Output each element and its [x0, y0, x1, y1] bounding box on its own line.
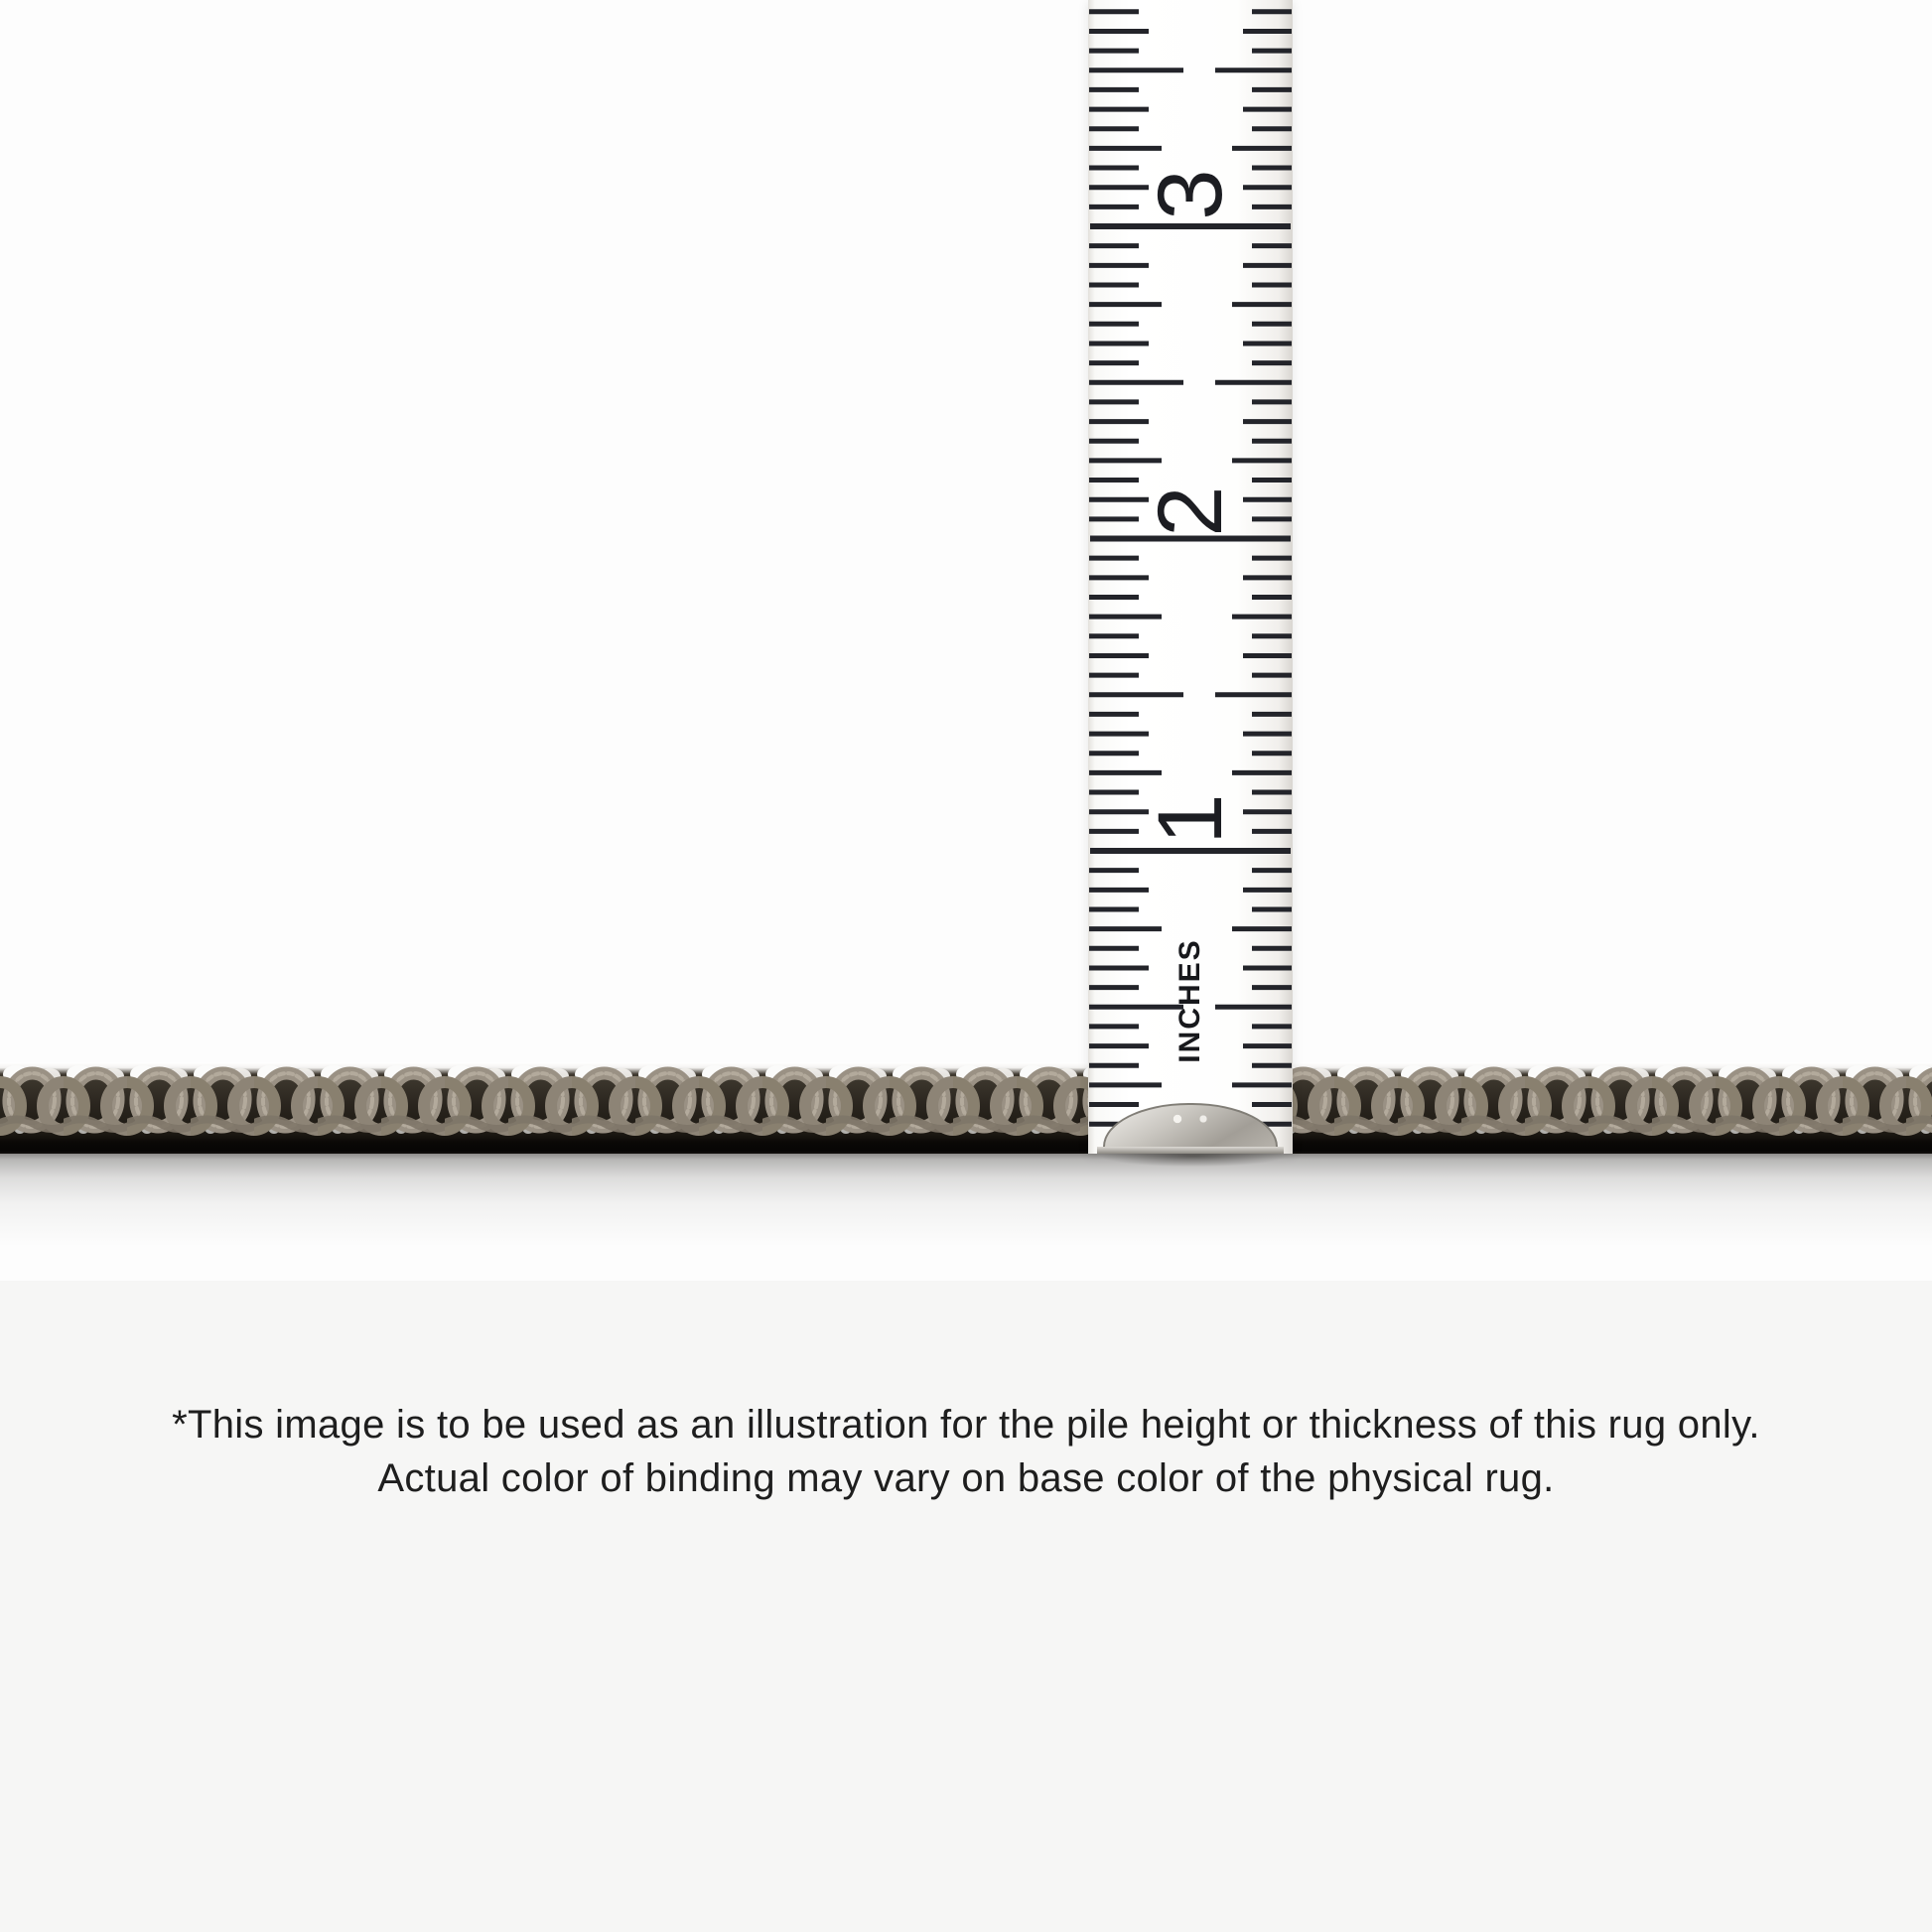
ruler-number: 1	[1139, 793, 1241, 845]
caption-line-1: *This image is to be used as an illustration for the pile height or thickness of this rug only.	[172, 1403, 1760, 1447]
caption-line-2: Actual color of binding may vary on base color of the physical rug.	[377, 1456, 1555, 1500]
rug-shadow	[0, 1152, 1932, 1247]
caption-section	[0, 1281, 1932, 1932]
ruler	[1088, 0, 1293, 1154]
ruler-unit-label: INCHES	[1173, 938, 1206, 1063]
ruler-number: 2	[1139, 485, 1241, 537]
rug-edge	[0, 1062, 1932, 1154]
ruler-end-tip-base	[1097, 1147, 1284, 1154]
ruler-number: 3	[1139, 169, 1241, 220]
